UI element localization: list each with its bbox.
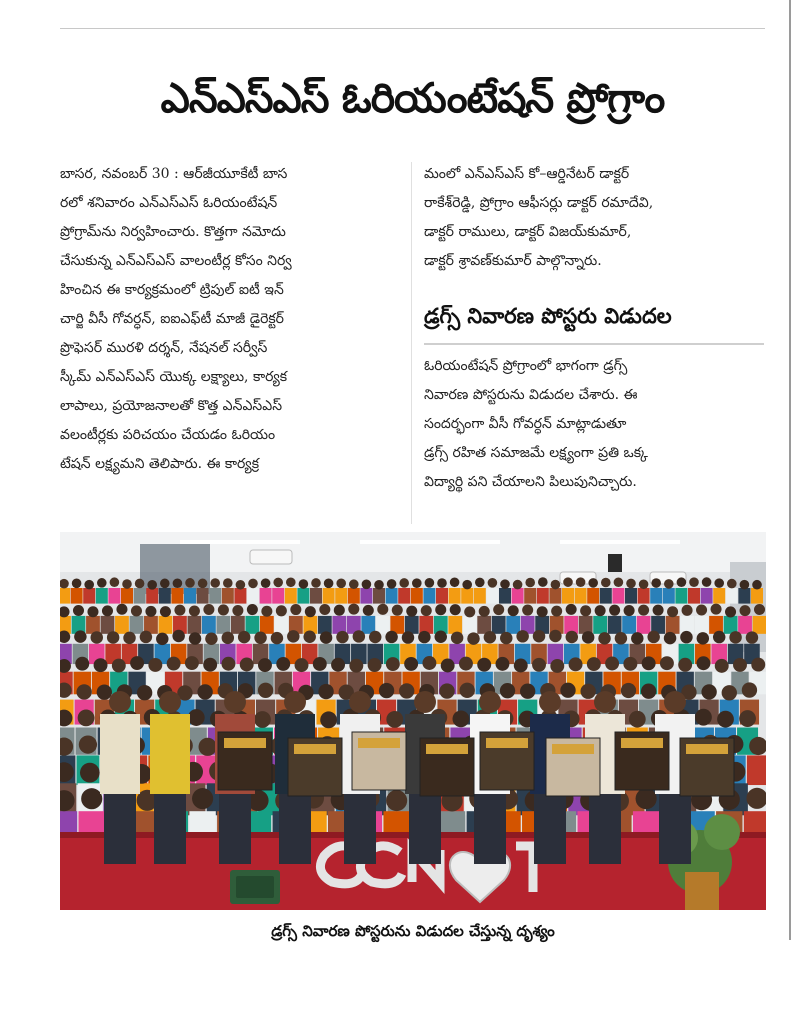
body-text-line: చేసుకున్న ఎన్ఎస్ఎస్ వాలంటీర్ల కోసం నిర్వ [60, 253, 292, 269]
body-text-line: ప్రోగ్రామ్‌ను నిర్వహించారు. కొత్తగా నమోదు [60, 224, 286, 240]
body-text-line: మంలో ఎన్ఎస్ఎస్ కో–ఆర్డినేటర్ డాక్టర్ [424, 166, 630, 182]
article-subheading: డ్రగ్స్ నివారణ పోస్టరు విడుదల [424, 304, 672, 328]
body-text-line: లాపాలు, ప్రయోజనాలతో కొత్త ఎన్ఎస్ఎస్ [60, 398, 283, 414]
article-body-right-column-bottom [424, 352, 766, 497]
body-text-line: రాకేశ్‌రెడ్డి, ప్రోగ్రాం ఆఫీసర్లు డాక్టర్ రమాదేవి, [424, 195, 654, 211]
photo-caption: డ్రగ్స్ నివారణ పోస్టరును విడుదల చేస్తున్న దృశ్యం [271, 922, 555, 940]
body-text-line: రలో శనివారం ఎన్ఎస్ఎస్ ఓరియంటేషన్ [60, 195, 278, 211]
previous-article-clipped-text [60, 0, 765, 10]
article-body-left-column [60, 160, 400, 479]
body-text-line: హించిన ఈ కార్యక్రమంలో ట్రిపుల్ ఐటీ ఇన్ [60, 282, 284, 298]
body-text-line: బాసర, నవంబర్ 30 : ఆర్‌జీయూకేటీ బాస [60, 166, 288, 182]
body-text-line: విద్యార్థి పని చేయాలని పిలుపునిచ్చారు. [424, 474, 637, 490]
article-headline: ఎన్ఎస్ఎస్ ఓరియంటేషన్ ప్రోగ్రాం [160, 74, 665, 122]
top-divider [60, 28, 765, 29]
body-text-line: వలంటీర్లకు పరిచయం చేయడం ఓరియం [60, 427, 276, 443]
body-text-line: స్కీమ్ ఎన్ఎస్ఎస్ యొక్క లక్ష్యాలు, కార్యక [60, 369, 288, 385]
subheading-underline [424, 343, 764, 345]
body-text-line: డాక్టర్ రాములు, డాక్టర్ విజయ్‌కుమార్, [424, 224, 632, 240]
column-divider [411, 162, 412, 524]
event-photo [60, 532, 766, 910]
body-text-line: ప్రొఫెసర్ మురళి దర్శన్, నేషనల్ సర్వీస్ [60, 340, 268, 356]
body-text-line: డాక్టర్ శ్రావణ్‌కుమార్ పాల్గొన్నారు. [424, 253, 602, 269]
body-text-line: నివారణ పోస్టరును విడుదల చేశారు. ఈ [424, 387, 638, 403]
body-text-line: ఓరియంటేషన్ ప్రోగ్రాంలో భాగంగా డ్రగ్స్ [424, 358, 628, 374]
body-text-line: టేషన్ లక్ష్యమని తెలిపారు. ఈ కార్యక్ర [60, 456, 260, 472]
article-body-right-column-top [424, 160, 766, 276]
body-text-line: సందర్భంగా వీసీ గోవర్ధన్ మాట్లాడుతూ [424, 416, 627, 432]
body-text-line: చార్జి వీసీ గోవర్ధన్, ఐఐఎఫ్‌టీ మాజీ డైరెక్టర్ [60, 311, 284, 327]
body-text-line: డ్రగ్స్ రహిత సమాజమే లక్ష్యంగా ప్రతి ఒక్క [424, 445, 648, 461]
page-edge-divider [789, 0, 791, 940]
